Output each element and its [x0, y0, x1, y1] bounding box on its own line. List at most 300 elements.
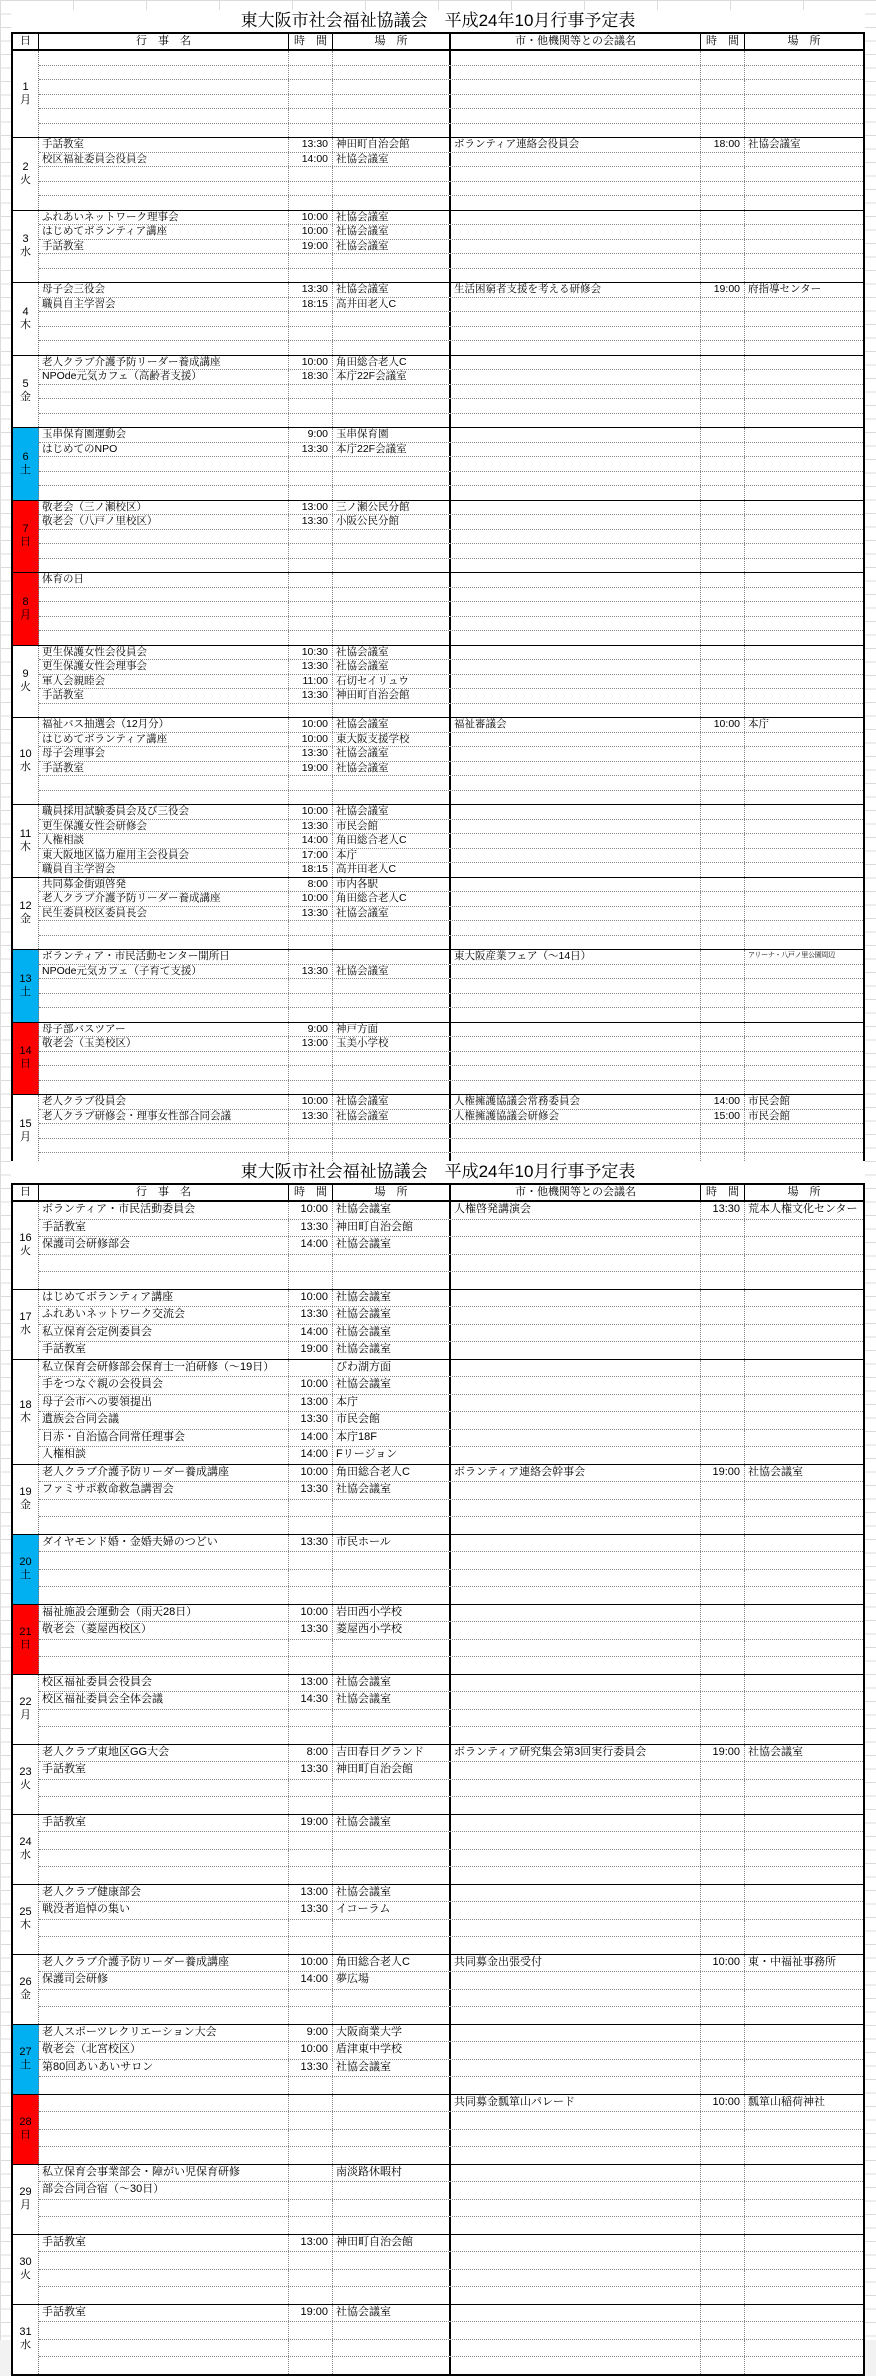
day-block-8 — [13, 573, 863, 646]
day-number: 5 — [22, 378, 29, 391]
meeting-time-cell — [701, 457, 745, 471]
time-cell — [289, 588, 333, 602]
meeting-place-cell — [745, 631, 863, 645]
day-number: 20 — [19, 1556, 32, 1568]
meeting-cell — [451, 646, 701, 660]
meeting-place-cell — [745, 2007, 863, 2024]
event-cell: はじめてボランティア講座 — [39, 733, 289, 747]
time-cell: 13:00 — [289, 1885, 333, 1902]
meeting-place-cell — [745, 1552, 863, 1569]
schedule-row — [39, 312, 863, 327]
event-cell: 私立保育会事業部会・障がい児保育研修 — [39, 2165, 289, 2182]
meeting-cell — [451, 617, 701, 631]
meeting-place-cell — [745, 1797, 863, 1814]
schedule-row — [39, 472, 863, 487]
event-cell — [39, 936, 289, 950]
time-cell — [289, 312, 333, 326]
day-block-2 — [13, 138, 863, 211]
place-cell: 社協会議室 — [333, 1885, 451, 1902]
meeting-cell — [451, 341, 701, 355]
schedule-row — [39, 1745, 863, 1763]
place-cell — [333, 1272, 451, 1289]
time-cell: 13:30 — [289, 689, 333, 703]
place-cell: 吉田春日グランド — [333, 1745, 451, 1762]
schedule-row — [39, 269, 863, 283]
place-cell: 三ノ瀬公民分館 — [333, 501, 451, 515]
place-cell: 南淡路休暇村 — [333, 2165, 451, 2182]
schedule-row — [39, 950, 863, 965]
meeting-place-cell — [745, 2235, 863, 2252]
meeting-time-cell — [701, 428, 745, 442]
schedule-row — [39, 1342, 863, 1359]
meeting-place-cell — [745, 573, 863, 587]
meeting-time-cell — [701, 588, 745, 602]
schedule-row — [39, 1675, 863, 1693]
schedule-row — [39, 66, 863, 81]
event-cell — [39, 1570, 289, 1587]
schedule-row — [39, 762, 863, 777]
time-cell — [289, 182, 333, 196]
time-cell — [289, 1255, 333, 1272]
time-cell: 18:15 — [289, 863, 333, 877]
time-cell — [289, 486, 333, 500]
meeting-place-cell — [745, 1902, 863, 1919]
meeting-place-cell — [745, 1850, 863, 1867]
place-cell: 社協会議室 — [333, 153, 451, 167]
day-number: 9 — [22, 668, 29, 681]
meeting-cell — [451, 1535, 701, 1552]
meeting-place-cell — [745, 530, 863, 544]
place-cell: 神田町自治会館 — [333, 2235, 451, 2252]
time-cell: 10:00 — [289, 1095, 333, 1109]
schedule-row — [39, 1552, 863, 1570]
place-cell: 社協会議室 — [333, 283, 451, 297]
time-cell — [289, 573, 333, 587]
place-cell — [333, 457, 451, 471]
meeting-cell: 共同募金出張受付 — [451, 1955, 701, 1972]
place-cell — [333, 66, 451, 80]
meeting-place-cell — [745, 1325, 863, 1342]
day-block-7 — [13, 501, 863, 574]
meeting-place-cell — [745, 327, 863, 341]
schedule-row — [39, 2112, 863, 2130]
meeting-place-cell — [745, 312, 863, 326]
event-cell — [39, 2200, 289, 2217]
meeting-place-cell — [745, 2025, 863, 2042]
place-cell — [333, 2200, 451, 2217]
meeting-time-cell — [701, 602, 745, 616]
meeting-cell — [451, 385, 701, 399]
day-cell — [13, 1885, 39, 1954]
meeting-place-cell — [745, 2252, 863, 2269]
place-cell: 角田総合老人C — [333, 834, 451, 848]
schedule-row — [39, 1139, 863, 1154]
meeting-cell — [451, 588, 701, 602]
meeting-place-cell — [745, 1360, 863, 1377]
header-time: 時 間 — [289, 1185, 333, 1200]
meeting-place-cell — [745, 66, 863, 80]
time-cell — [289, 921, 333, 935]
time-cell: 10:00 — [289, 1465, 333, 1482]
meeting-place-cell — [745, 370, 863, 384]
meeting-time-cell — [701, 559, 745, 573]
day-of-week: 火 — [20, 2269, 31, 2281]
day-number: 17 — [19, 1311, 32, 1323]
day-of-week: 木 — [20, 318, 31, 331]
meeting-cell — [451, 544, 701, 558]
meeting-time-cell — [701, 1377, 745, 1394]
event-cell: 校区福祉委員会役員会 — [39, 153, 289, 167]
day-rows — [39, 2025, 863, 2094]
meeting-cell — [451, 2130, 701, 2147]
meeting-time-cell — [701, 2060, 745, 2077]
meeting-cell — [451, 747, 701, 761]
time-cell — [289, 979, 333, 993]
day-number: 25 — [19, 1906, 32, 1918]
schedule-row — [39, 544, 863, 559]
event-cell — [39, 2147, 289, 2164]
day-of-week: 水 — [20, 761, 31, 773]
meeting-cell — [451, 182, 701, 196]
meeting-cell — [451, 805, 701, 819]
event-cell — [39, 1832, 289, 1849]
schedule-row — [39, 1290, 863, 1308]
day-number: 24 — [19, 1836, 32, 1848]
meeting-place-cell — [745, 1500, 863, 1517]
meeting-time-cell — [701, 443, 745, 457]
meeting-cell: 人権擁護協議会常務委員会 — [451, 1095, 701, 1109]
schedule-row — [39, 602, 863, 617]
day-of-week: 金 — [20, 391, 31, 404]
time-cell — [289, 1990, 333, 2007]
place-cell: 社協会議室 — [333, 1095, 451, 1109]
time-cell — [289, 2007, 333, 2024]
place-cell: 社協会議室 — [333, 965, 451, 979]
event-cell: 戦没者追悼の集い — [39, 1902, 289, 1919]
event-cell: 職員自主学習会 — [39, 298, 289, 312]
meeting-place-cell — [745, 414, 863, 428]
schedule-row — [39, 791, 863, 805]
place-cell: 社協会議室 — [333, 240, 451, 254]
place-cell: 市民ホール — [333, 1535, 451, 1552]
meeting-cell — [451, 1023, 701, 1037]
day-number: 11 — [19, 827, 32, 840]
meeting-place-cell — [745, 1395, 863, 1412]
meeting-cell — [451, 2287, 701, 2304]
meeting-time-cell — [701, 1885, 745, 1902]
day-cell — [13, 428, 39, 500]
time-cell: 18:15 — [289, 298, 333, 312]
schedule-row — [39, 863, 863, 877]
event-cell — [39, 167, 289, 181]
place-cell — [333, 1867, 451, 1884]
meeting-cell — [451, 602, 701, 616]
time-cell: 8:00 — [289, 878, 333, 892]
place-cell — [333, 167, 451, 181]
place-cell — [333, 1124, 451, 1138]
day-of-week: 日 — [20, 536, 31, 549]
meeting-cell — [451, 2305, 701, 2322]
event-cell: 手話教室 — [39, 762, 289, 776]
meeting-place-cell — [745, 979, 863, 993]
meeting-place-cell — [745, 225, 863, 239]
meeting-cell — [451, 457, 701, 471]
time-cell — [289, 2340, 333, 2357]
meeting-time-cell — [701, 892, 745, 906]
meeting-place-cell — [745, 501, 863, 515]
time-cell — [289, 1920, 333, 1937]
event-cell: ダイヤモンド婚・金婚夫婦のつどい — [39, 1535, 289, 1552]
schedule-row — [39, 2217, 863, 2234]
day-cell — [13, 51, 39, 137]
schedule-row — [39, 1500, 863, 1518]
place-cell: 社協会議室 — [333, 1110, 451, 1124]
place-cell: 社協会議室 — [333, 1482, 451, 1499]
schedule-row — [39, 486, 863, 500]
meeting-time-cell — [701, 2200, 745, 2217]
schedule-row — [39, 2287, 863, 2304]
table-title: 東大阪市社会福祉協議会 平成24年10月行事予定表 — [11, 1161, 865, 1183]
meeting-place-cell — [745, 399, 863, 413]
event-cell: ふれあいネットワーク交流会 — [39, 1307, 289, 1324]
event-cell — [39, 2077, 289, 2094]
day-rows — [39, 501, 863, 573]
schedule-row — [39, 356, 863, 371]
day-rows — [39, 1023, 863, 1095]
meeting-cell — [451, 1395, 701, 1412]
meeting-cell — [451, 153, 701, 167]
meeting-time-cell — [701, 356, 745, 370]
time-cell — [289, 2077, 333, 2094]
meeting-cell — [451, 1972, 701, 1989]
day-cell — [13, 878, 39, 950]
meeting-place-cell — [745, 791, 863, 805]
event-cell — [39, 2287, 289, 2304]
schedule-row — [39, 385, 863, 400]
place-cell — [333, 1587, 451, 1604]
schedule-row — [39, 1377, 863, 1395]
day-cell — [13, 211, 39, 283]
meeting-place-cell — [745, 689, 863, 703]
place-cell — [333, 2322, 451, 2339]
meeting-time-cell: 10:00 — [701, 1955, 745, 1972]
meeting-cell — [451, 1675, 701, 1692]
event-cell — [39, 704, 289, 718]
schedule-row — [39, 776, 863, 791]
schedule-row — [39, 747, 863, 762]
day-rows — [39, 573, 863, 645]
schedule-row — [39, 892, 863, 907]
meeting-time-cell: 19:00 — [701, 1745, 745, 1762]
day-rows — [39, 950, 863, 1022]
meeting-place-cell — [745, 1124, 863, 1138]
schedule-row — [39, 979, 863, 994]
meeting-place-cell — [745, 211, 863, 225]
meeting-time-cell: 10:00 — [701, 2095, 745, 2112]
time-cell: 13:30 — [289, 283, 333, 297]
schedule-row — [39, 1124, 863, 1139]
place-cell: 東大阪支援学校 — [333, 733, 451, 747]
meeting-place-cell — [745, 1517, 863, 1534]
meeting-place-cell — [745, 254, 863, 268]
time-cell — [289, 1066, 333, 1080]
meeting-place-cell: 社協会議室 — [748, 1465, 803, 1478]
meeting-cell — [451, 1447, 701, 1464]
time-cell: 14:00 — [289, 1237, 333, 1254]
schedule-row — [39, 834, 863, 849]
meeting-place-cell — [745, 2322, 863, 2339]
time-cell — [289, 457, 333, 471]
meeting-time-cell — [701, 399, 745, 413]
day-block-29 — [13, 2165, 863, 2235]
time-cell: 14:30 — [289, 1692, 333, 1709]
schedule-row — [39, 196, 863, 210]
day-number: 6 — [22, 450, 29, 463]
meeting-place-cell — [745, 486, 863, 500]
place-cell — [333, 2287, 451, 2304]
time-cell — [289, 66, 333, 80]
time-cell: 13:30 — [289, 1535, 333, 1552]
place-cell — [333, 1850, 451, 1867]
day-cell — [13, 718, 39, 804]
schedule-row — [39, 138, 863, 153]
place-cell — [333, 124, 451, 138]
event-cell — [39, 341, 289, 355]
day-block-6 — [13, 428, 863, 501]
meeting-cell — [451, 1081, 701, 1095]
meeting-place-cell — [745, 2147, 863, 2164]
meeting-time-cell — [701, 182, 745, 196]
event-cell — [39, 602, 289, 616]
place-cell — [333, 573, 451, 587]
schedule-row — [39, 2322, 863, 2340]
schedule-row — [39, 2340, 863, 2358]
time-cell — [289, 631, 333, 645]
event-cell — [39, 414, 289, 428]
day-cell — [13, 356, 39, 428]
event-cell: ボランティア・市民活動委員会 — [39, 1202, 289, 1219]
day-rows — [39, 1675, 863, 1744]
time-cell — [289, 109, 333, 123]
meeting-place-cell — [745, 733, 863, 747]
time-cell — [289, 544, 333, 558]
meeting-time-cell — [701, 1552, 745, 1569]
meeting-time-cell — [701, 1220, 745, 1237]
place-cell — [333, 254, 451, 268]
place-cell: 角田総合老人C — [333, 1465, 451, 1482]
day-number: 4 — [22, 305, 29, 318]
meeting-place-cell — [745, 1972, 863, 1989]
day-number: 30 — [19, 2256, 32, 2268]
meeting-place-cell — [745, 1008, 863, 1022]
meeting-cell — [451, 370, 701, 384]
event-cell: 老人スポーツレクリエーション大会 — [39, 2025, 289, 2042]
meeting-place-cell — [745, 1867, 863, 1884]
meeting-place-cell — [745, 1447, 863, 1464]
place-cell: 市内各駅 — [333, 878, 451, 892]
event-cell — [39, 1727, 289, 1744]
event-cell — [39, 399, 289, 413]
day-block-26 — [13, 1955, 863, 2025]
event-cell: 私立保育会定例委員会 — [39, 1325, 289, 1342]
event-cell: 福祉バス抽選会（12月分） — [39, 718, 289, 732]
place-cell — [333, 791, 451, 805]
meeting-place-cell — [745, 2200, 863, 2217]
place-cell — [333, 544, 451, 558]
schedule-row — [39, 2165, 863, 2183]
event-cell: 体育の日 — [39, 573, 289, 587]
meeting-place-cell — [745, 1727, 863, 1744]
meeting-cell — [451, 994, 701, 1008]
event-cell: 民生委員校区委員長会 — [39, 907, 289, 921]
meeting-time-cell — [701, 1430, 745, 1447]
place-cell — [333, 486, 451, 500]
day-cell — [13, 2025, 39, 2094]
meeting-time-cell — [701, 1412, 745, 1429]
schedule-row — [39, 1535, 863, 1553]
time-cell — [289, 1570, 333, 1587]
day-of-week: 日 — [20, 2129, 31, 2141]
time-cell: 19:00 — [289, 240, 333, 254]
event-cell: 福祉施設会運動会（雨天28日） — [39, 1605, 289, 1622]
meeting-time-cell — [701, 2147, 745, 2164]
meeting-place-cell — [745, 1622, 863, 1639]
place-cell: 本庁 — [333, 849, 451, 863]
meeting-place-cell — [745, 747, 863, 761]
meeting-time-cell — [701, 675, 745, 689]
place-cell: 本庁18F — [333, 1430, 451, 1447]
time-cell — [289, 1008, 333, 1022]
day-block-30 — [13, 2235, 863, 2305]
meeting-place-cell — [745, 457, 863, 471]
meeting-cell — [451, 240, 701, 254]
meeting-time-cell — [701, 2322, 745, 2339]
meeting-time-cell — [701, 2340, 745, 2357]
meeting-place-cell — [745, 776, 863, 790]
meeting-place-cell — [745, 1342, 863, 1359]
day-cell — [13, 646, 39, 718]
time-cell — [289, 414, 333, 428]
event-cell: 更生保護女性会理事会 — [39, 660, 289, 674]
place-cell — [333, 1500, 451, 1517]
day-block-27 — [13, 2025, 863, 2095]
meeting-place-cell — [745, 1990, 863, 2007]
meeting-time-cell — [701, 341, 745, 355]
day-block-14 — [13, 1023, 863, 1096]
meeting-place-cell: 瓢箪山稲荷神社 — [748, 2095, 825, 2108]
day-rows — [39, 1465, 863, 1534]
time-cell: 13:30 — [289, 138, 333, 152]
meeting-time-cell — [701, 1622, 745, 1639]
day-cell — [13, 1095, 39, 1167]
day-cell — [13, 1535, 39, 1604]
day-cell — [13, 1815, 39, 1884]
day-of-week: 水 — [20, 1324, 31, 1336]
schedule-table-days-1-15 — [11, 10, 865, 1169]
meeting-time-cell — [701, 1727, 745, 1744]
meeting-place-cell — [745, 834, 863, 848]
meeting-time-cell — [701, 95, 745, 109]
header-place: 場 所 — [333, 34, 451, 49]
event-cell: 更生保護女性会研修会 — [39, 820, 289, 834]
day-cell — [13, 1360, 39, 1464]
day-rows — [39, 2165, 863, 2234]
meeting-cell — [451, 1552, 701, 1569]
place-cell: 玉美小学校 — [333, 1037, 451, 1051]
day-of-week: 火 — [20, 1779, 31, 1791]
header-time: 時 間 — [289, 34, 333, 49]
event-cell: 老人クラブ介護予防リーダー養成講座 — [39, 356, 289, 370]
